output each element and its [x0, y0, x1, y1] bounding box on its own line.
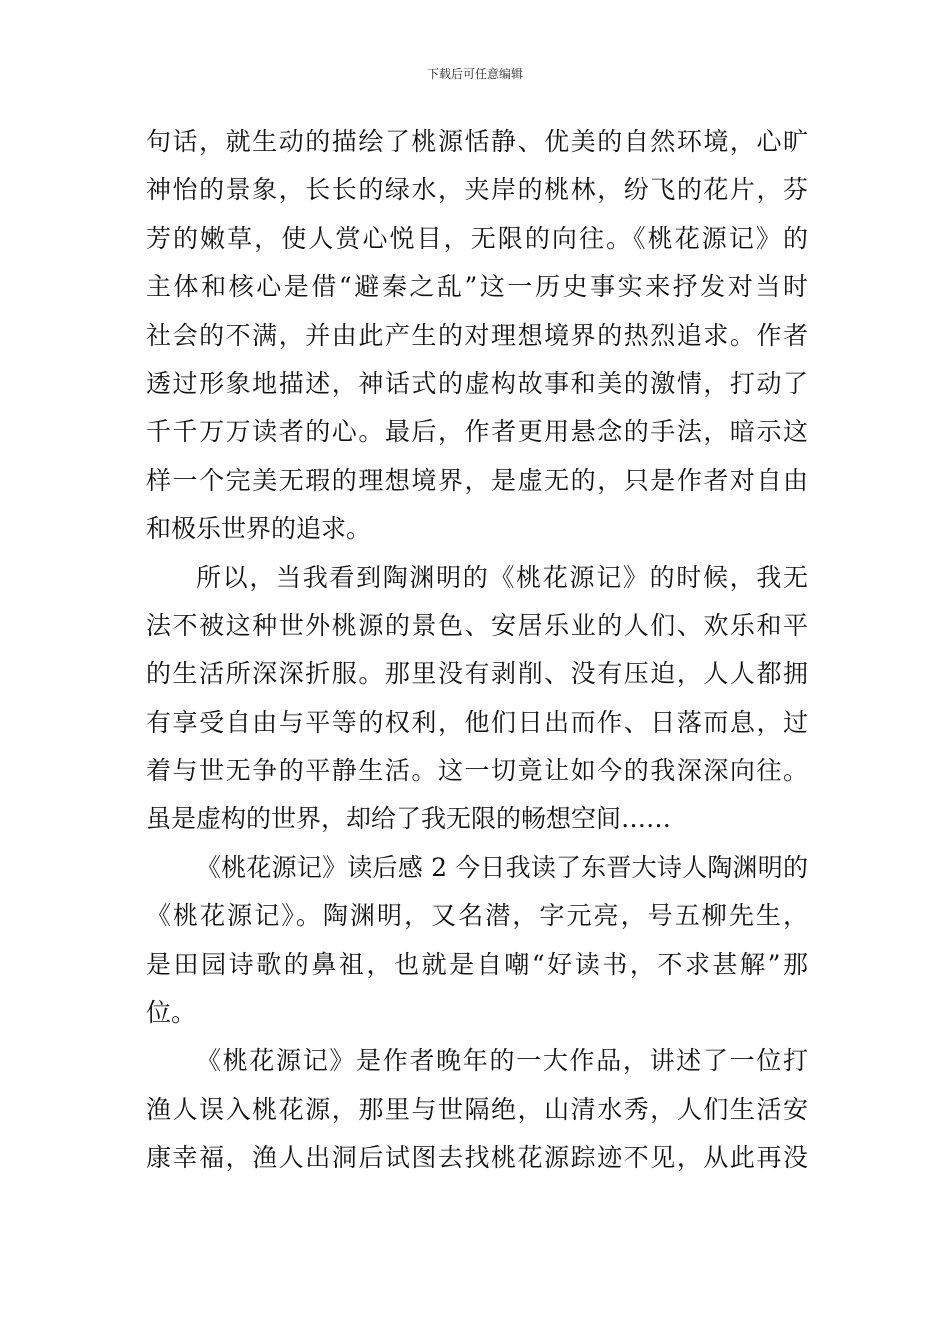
text-line: 渔人误入桃花源，那里与世隔绝，山清水秀，人们生活安	[146, 1094, 808, 1124]
text-line: 神怡的景象，长长的绿水，夹岸的桃林，纷飞的花片，芬	[146, 175, 808, 205]
text-line: 《桃花源记》。陶渊明，又名潜，字元亮，号五柳先生，	[146, 901, 808, 931]
text-line: 的生活所深深折服。那里没有剥削、没有压迫，人人都拥	[146, 659, 808, 689]
paragraph-start-line: 《桃花源记》是作者晚年的一大作品，讲述了一位打	[196, 1046, 808, 1076]
text-line: 社会的不满，并由此产生的对理想境界的热烈追求。作者	[146, 320, 808, 350]
paragraph-start-line: 所以，当我看到陶渊明的《桃花源记》的时候，我无	[196, 562, 808, 592]
text-line: 句话，就生动的描绘了桃源恬静、优美的自然环境，心旷	[146, 127, 808, 156]
text-line: 着与世无争的平静生活。这一切竟让如今的我深深向往。	[146, 756, 808, 786]
text-line: 透过形象地描述，神话式的虚构故事和美的激情，打动了	[146, 368, 808, 398]
text-line: 千千万万读者的心。最后，作者更用悬念的手法，暗示这	[146, 417, 808, 447]
text-line: 虽是虚构的世界，却给了我无限的畅想空间……	[146, 804, 672, 834]
text-line: 样一个完美无瑕的理想境界，是虚无的，只是作者对自由	[146, 465, 808, 495]
text-line: 康幸福，渔人出洞后试图去找桃花源踪迹不见，从此再没	[146, 1143, 808, 1173]
text-line: 芳的嫩草，使人赏心悦目，无限的向往。《桃花源记》的	[146, 223, 808, 253]
text-line: 主体和核心是借“避秦之乱”这一历史事实来抒发对当时	[146, 272, 808, 302]
page-header: 下载后可任意编辑	[426, 67, 523, 81]
text-line: 位。	[146, 998, 197, 1028]
document-body	[146, 118, 808, 1183]
text-line: 有享受自由与平等的权利，他们日出而作、日落而息，过	[146, 707, 808, 737]
text-line: 是田园诗歌的鼻祖，也就是自嘲“好读书，不求甚解”那	[146, 949, 808, 979]
paragraph-start-line: 《桃花源记》读后感 2 今日我读了东晋大诗人陶渊明的	[196, 852, 808, 882]
text-line: 和极乐世界的追求。	[146, 514, 372, 544]
text-line: 法不被这种世外桃源的景色、安居乐业的人们、欢乐和平	[146, 610, 808, 640]
